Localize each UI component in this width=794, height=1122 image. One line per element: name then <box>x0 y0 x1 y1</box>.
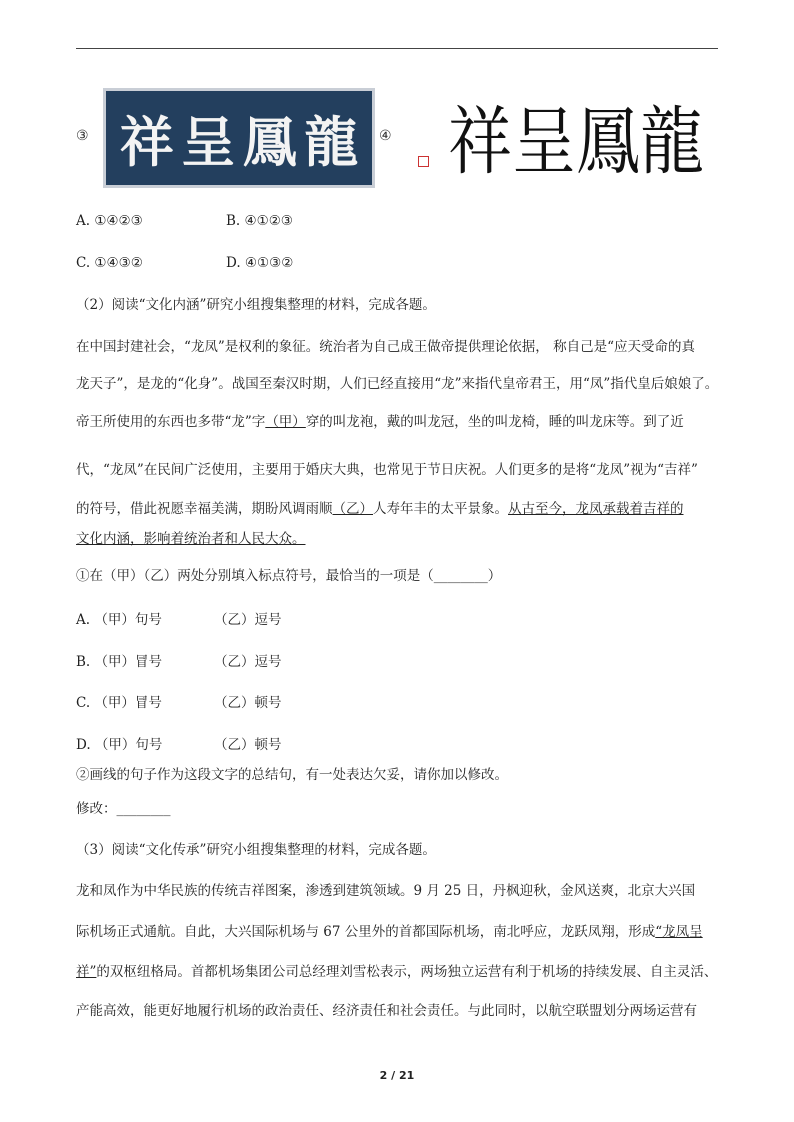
q2-paragraph-line: 的符号，借此祝愿幸福美满，期盼风调雨顺（乙）人寿年丰的太平景象。从古至今，龙凤承载着吉祥的 <box>76 501 684 517</box>
q1-option-a: A. ①④②③ <box>76 213 143 229</box>
page-number: 2 / 21 <box>379 1069 415 1082</box>
seal-char: 祥 <box>448 100 512 186</box>
q2-paragraph-line: 龙天子”，是龙的“化身”。战国至秦汉时期，人们已经直接用“龙”来指代皇帝君王，用“凤”指代皇后娘娘了。 <box>76 376 719 392</box>
q3-header: （3）阅读“文化传承”研究小组搜集整理的材料，完成各题。 <box>76 842 436 858</box>
blank-yi: （乙） <box>332 501 373 517</box>
q2-sub1: ①在（甲）（乙）两处分别填入标点符号，最恰当的一项是（________） <box>76 568 502 584</box>
plaque-char: 鳳 <box>242 109 297 174</box>
q2-option-d-b: （乙）顿号 <box>214 737 282 753</box>
q2-option-a-b: （乙）逗号 <box>214 612 282 628</box>
q2-option-c: C. （甲）冒号 <box>76 695 162 711</box>
image-label-4: ④ <box>379 128 392 144</box>
underlined-sentence: 从古至今，龙凤承载着吉祥的 <box>508 501 684 517</box>
image-label-3: ③ <box>76 128 89 144</box>
seal-char: 鳳 <box>576 100 640 186</box>
underlined-phrase: 祥” <box>76 964 97 980</box>
blank-jia: （甲） <box>265 414 306 430</box>
q2-paragraph-line: 帝王所使用的东西也多带“龙”字（甲）穿的叫龙袍，戴的叫龙冠，坐的叫龙椅，睡的叫龙床等。到了近 <box>76 414 684 430</box>
q2-fix-line: 修改：________ <box>76 801 171 817</box>
calligraphy-images <box>76 86 718 190</box>
plaque-image <box>103 88 375 188</box>
q2-option-b-b: （乙）逗号 <box>214 654 282 670</box>
q1-option-d: D. ④①③② <box>226 255 294 271</box>
q2-paragraph-line <box>76 530 306 548</box>
q2-option-b: B. （甲）冒号 <box>76 654 163 670</box>
seal-stamp-icon <box>418 156 429 167</box>
q2-header: （2）阅读“文化内涵”研究小组搜集整理的材料，完成各题。 <box>76 297 436 313</box>
q2-option-a: A. （甲）句号 <box>76 612 162 628</box>
q1-option-b: B. ④①②③ <box>226 213 293 229</box>
q2-paragraph-line: 代，“龙凤”在民间广泛使用，主要用于婚庆大典，也常见于节日庆祝。人们更多的是将“龙凤”视为“吉祥” <box>76 462 698 478</box>
underlined-phrase: “龙凤呈 <box>655 924 703 940</box>
seal-char: 龍 <box>640 100 704 186</box>
plaque-char: 祥 <box>119 109 174 174</box>
q2-sub2: ②画线的句子作为这段文字的总结句，有一处表达欠妥，请你加以修改。 <box>76 767 508 783</box>
q3-paragraph-line: 龙和凤作为中华民族的传统吉祥图案，渗透到建筑领域。9 月 25 日，丹枫迎秋，金风送爽，北京大兴国 <box>76 883 696 899</box>
q1-option-c: C. ①④③② <box>76 255 143 271</box>
header-rule <box>76 48 718 49</box>
q3-paragraph-line: 产能高效，能更好地履行机场的政治责任、经济责任和社会责任。与此同时，以航空联盟划分两场运营有 <box>76 1003 697 1019</box>
q3-paragraph-line: 际机场正式通航。自此，大兴国际机场与 67 公里外的首都国际机场，南北呼应，龙跃凤翔，形成“龙凤呈 <box>76 924 703 940</box>
seal-script-image <box>410 86 710 190</box>
q3-paragraph-line: 祥”的双枢纽格局。首都机场集团公司总经理刘雪松表示，两场独立运营有利于机场的持续发展、自主灵活、 <box>76 964 718 980</box>
q2-option-d: D. （甲）句号 <box>76 737 163 753</box>
plaque-char: 呈 <box>181 109 236 174</box>
underlined-sentence: 文化内涵，影响着统治者和人民大众。 <box>76 531 306 547</box>
q2-paragraph-line: 在中国封建社会，“龙凤”是权利的象征。统治者为自己成王做帝提供理论依据， 称自己是“应天受命的真 <box>76 339 695 355</box>
seal-char: 呈 <box>512 100 576 186</box>
q2-option-c-b: （乙）顿号 <box>214 695 282 711</box>
plaque-char: 龍 <box>304 109 359 174</box>
